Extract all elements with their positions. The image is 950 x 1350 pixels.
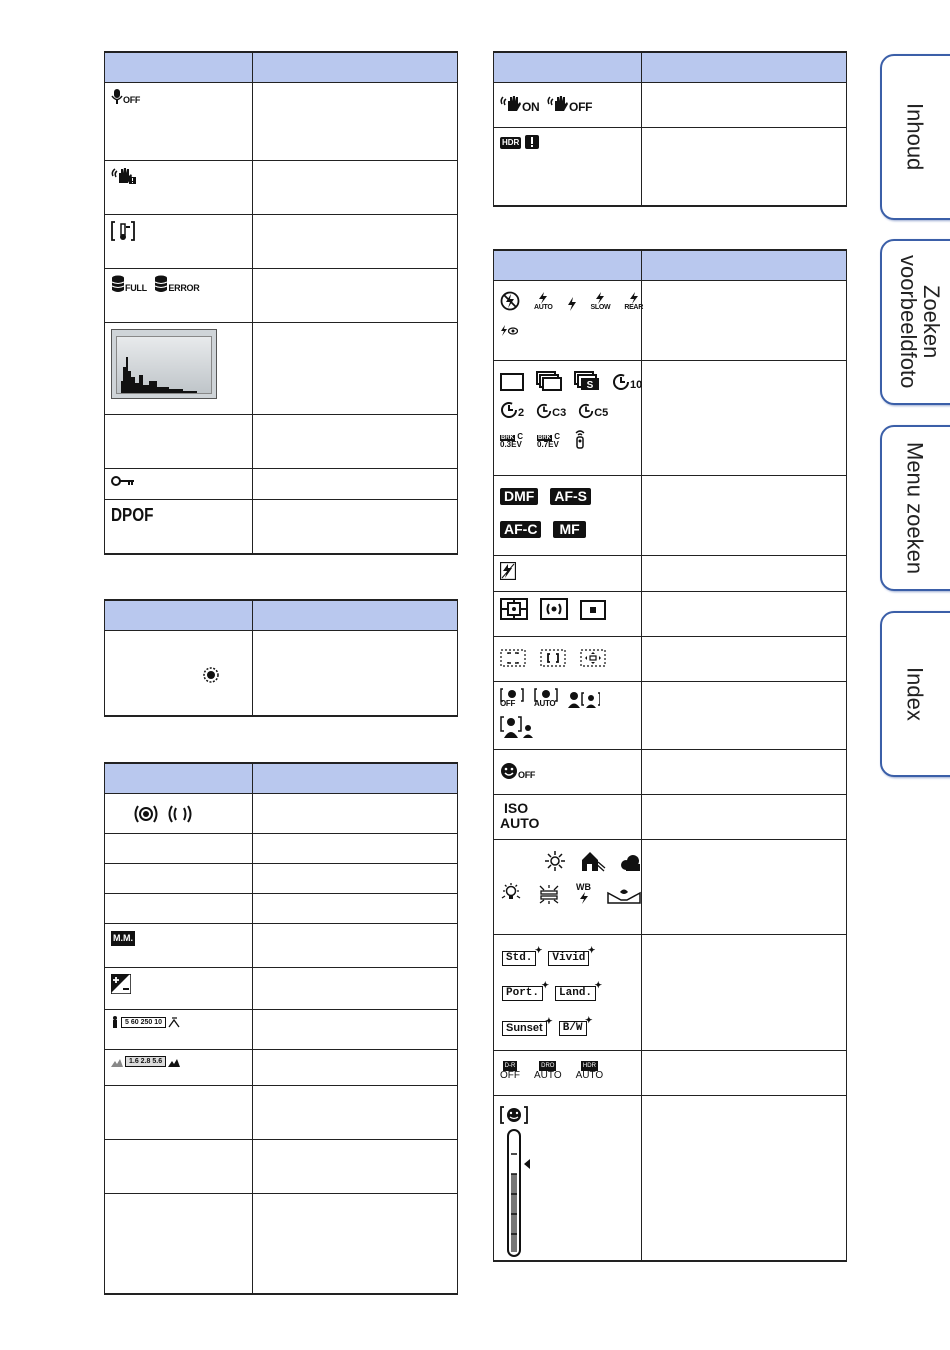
tab-inhoud[interactable] bbox=[880, 54, 950, 220]
creative-style-portrait-icon: Port. ✦ bbox=[502, 986, 543, 1001]
table-row bbox=[105, 500, 458, 554]
table-row bbox=[494, 795, 847, 840]
center-focus-area-icon bbox=[540, 649, 566, 667]
table-row bbox=[105, 1010, 458, 1050]
table-row bbox=[105, 1194, 458, 1294]
creative-style-vivid-icon: Vivid ✦ bbox=[548, 951, 589, 966]
table-row bbox=[494, 592, 847, 637]
creative-style-landscape-icon: Land. ✦ bbox=[555, 986, 596, 1001]
center-metering-icon bbox=[540, 598, 568, 620]
table-row bbox=[105, 469, 458, 500]
histogram-thumbnail bbox=[111, 329, 217, 399]
table-row bbox=[105, 894, 458, 924]
table-row bbox=[494, 637, 847, 682]
icon-table-2 bbox=[104, 599, 458, 717]
table-row bbox=[494, 682, 847, 750]
table-header bbox=[105, 52, 458, 83]
table-row bbox=[494, 1096, 847, 1261]
cloudy-wb-icon bbox=[620, 854, 642, 872]
table-row bbox=[105, 794, 458, 834]
dro-off-icon: D-R OFF bbox=[500, 1063, 520, 1081]
distance-scale-icon: 5 60 250 10 bbox=[111, 1016, 180, 1028]
dpof-icon: DPOF bbox=[111, 505, 154, 525]
self-timer-c3-icon: C3 bbox=[536, 403, 566, 419]
creative-style-standard-icon: Std. ✦ bbox=[502, 951, 536, 966]
table-row bbox=[105, 215, 458, 269]
table-row bbox=[105, 864, 458, 894]
tab-label: Inhoud bbox=[902, 103, 928, 171]
key-protect-icon bbox=[111, 475, 135, 487]
flash-off-icon bbox=[500, 291, 520, 311]
tab-label: Menu zoeken bbox=[902, 441, 928, 575]
table-row bbox=[494, 556, 847, 592]
table-row bbox=[105, 323, 458, 415]
table-header bbox=[494, 250, 847, 281]
table-row bbox=[105, 161, 458, 215]
table-row bbox=[494, 361, 847, 476]
flash-rear-sync-icon: REAR bbox=[624, 292, 643, 311]
dmf-icon: DMF bbox=[500, 488, 538, 505]
steadyshot-off-icon bbox=[167, 804, 193, 824]
tab-label: Zoeken voorbeeldfoto bbox=[895, 255, 944, 389]
smile-shutter-off-icon: OFF bbox=[500, 762, 535, 780]
table-row bbox=[494, 935, 847, 1051]
table-row bbox=[105, 269, 458, 323]
smile-sensitivity-level-bar bbox=[500, 1128, 540, 1258]
flash-on-icon bbox=[567, 297, 577, 311]
self-timer-10-icon: 10 bbox=[612, 373, 642, 391]
flash-compensation-icon bbox=[500, 562, 516, 580]
thermometer-warning-icon bbox=[111, 221, 135, 241]
table-row bbox=[105, 83, 458, 161]
iso-auto-icon: ISO AUTO bbox=[500, 800, 540, 831]
table-row bbox=[105, 1140, 458, 1194]
fluorescent-wb-icon bbox=[538, 884, 560, 904]
database-full-icon: FULL bbox=[111, 275, 147, 293]
recording-indicator-icon bbox=[203, 667, 219, 683]
table-header bbox=[105, 600, 458, 631]
flash-auto-icon: AUTO bbox=[534, 292, 553, 311]
creative-style-sunset-icon: Sunset ✦ bbox=[502, 1021, 547, 1036]
child-priority-icon bbox=[568, 690, 600, 708]
self-timer-2-icon: 2 bbox=[500, 401, 524, 419]
face-detection-auto-icon: AUTO bbox=[534, 688, 558, 708]
table-header bbox=[105, 763, 458, 794]
daylight-wb-icon bbox=[544, 850, 566, 872]
bracket-0-7ev-icon: BRK C 0.7EV bbox=[537, 432, 561, 449]
continuous-shot-icon bbox=[536, 371, 562, 391]
spot-metering-icon bbox=[580, 600, 606, 620]
smile-detection-icon bbox=[500, 1106, 528, 1124]
table-row bbox=[105, 924, 458, 968]
tab-label: Index bbox=[902, 667, 928, 721]
remote-commander-icon bbox=[574, 429, 586, 449]
depth-of-field-scale-icon: 1.6 2.8 5.6 bbox=[111, 1056, 180, 1067]
wide-focus-area-icon bbox=[500, 649, 526, 667]
bracket-0-3ev-icon: BRK C 0.3EV bbox=[500, 432, 524, 449]
svg-text:S: S bbox=[586, 380, 594, 391]
dro-auto-icon: DRO AUTO bbox=[534, 1063, 562, 1081]
table-row bbox=[105, 1086, 458, 1140]
table-row bbox=[494, 83, 847, 128]
creative-style-bw-icon: B/W ✦ bbox=[559, 1021, 587, 1036]
camera-shake-warning-icon bbox=[111, 167, 137, 185]
table-row bbox=[494, 128, 847, 206]
custom-wb-icon bbox=[607, 886, 641, 904]
mf-icon: MF bbox=[553, 521, 585, 538]
flash-wb-icon: WB bbox=[576, 883, 591, 904]
table-row bbox=[494, 281, 847, 361]
multi-metering-icon bbox=[500, 598, 528, 620]
adult-priority-icon bbox=[500, 716, 534, 738]
flash-red-eye-icon bbox=[500, 325, 518, 337]
table-row bbox=[105, 834, 458, 864]
speed-priority-continuous-icon bbox=[574, 371, 600, 391]
table-row bbox=[494, 750, 847, 795]
shade-wb-icon bbox=[580, 850, 606, 872]
tab-index[interactable] bbox=[880, 611, 950, 777]
table-row bbox=[105, 1050, 458, 1086]
database-error-icon: ERROR bbox=[154, 275, 199, 293]
table-row bbox=[105, 415, 458, 469]
table-row bbox=[105, 968, 458, 1010]
exposure-compensation-icon bbox=[111, 974, 131, 994]
tab-zoeken-voorbeeldfoto[interactable] bbox=[880, 239, 950, 405]
flash-slow-sync-icon: SLOW bbox=[591, 292, 611, 311]
table-row bbox=[494, 840, 847, 935]
table-header bbox=[494, 52, 847, 83]
icon-table-4 bbox=[493, 51, 847, 207]
flexible-spot-focus-icon bbox=[580, 649, 606, 667]
face-detection-off-icon: OFF bbox=[500, 688, 524, 708]
tab-menu-zoeken[interactable] bbox=[880, 425, 950, 591]
single-shot-icon bbox=[500, 373, 524, 391]
hand-shake-on-icon: ON bbox=[500, 95, 539, 113]
self-timer-c5-icon: C5 bbox=[578, 403, 608, 419]
icon-table-1 bbox=[104, 51, 458, 555]
steadyshot-on-icon bbox=[133, 804, 159, 824]
icon-table-5 bbox=[493, 249, 847, 1262]
table-row bbox=[494, 1051, 847, 1096]
incandescent-wb-icon bbox=[500, 882, 522, 904]
metered-manual-icon: M.M. bbox=[111, 931, 135, 946]
hdr-warning-icon: HDR bbox=[500, 135, 539, 149]
table-row bbox=[494, 476, 847, 556]
table-row bbox=[105, 631, 458, 716]
hand-shake-off-icon: OFF bbox=[547, 95, 592, 113]
hdr-auto-icon: HDR AUTO bbox=[575, 1063, 604, 1081]
af-s-icon: AF-S bbox=[550, 488, 591, 505]
icon-table-3 bbox=[104, 762, 458, 1295]
af-c-icon: AF-C bbox=[500, 521, 541, 538]
microphone-off-icon: OFF bbox=[111, 89, 140, 105]
